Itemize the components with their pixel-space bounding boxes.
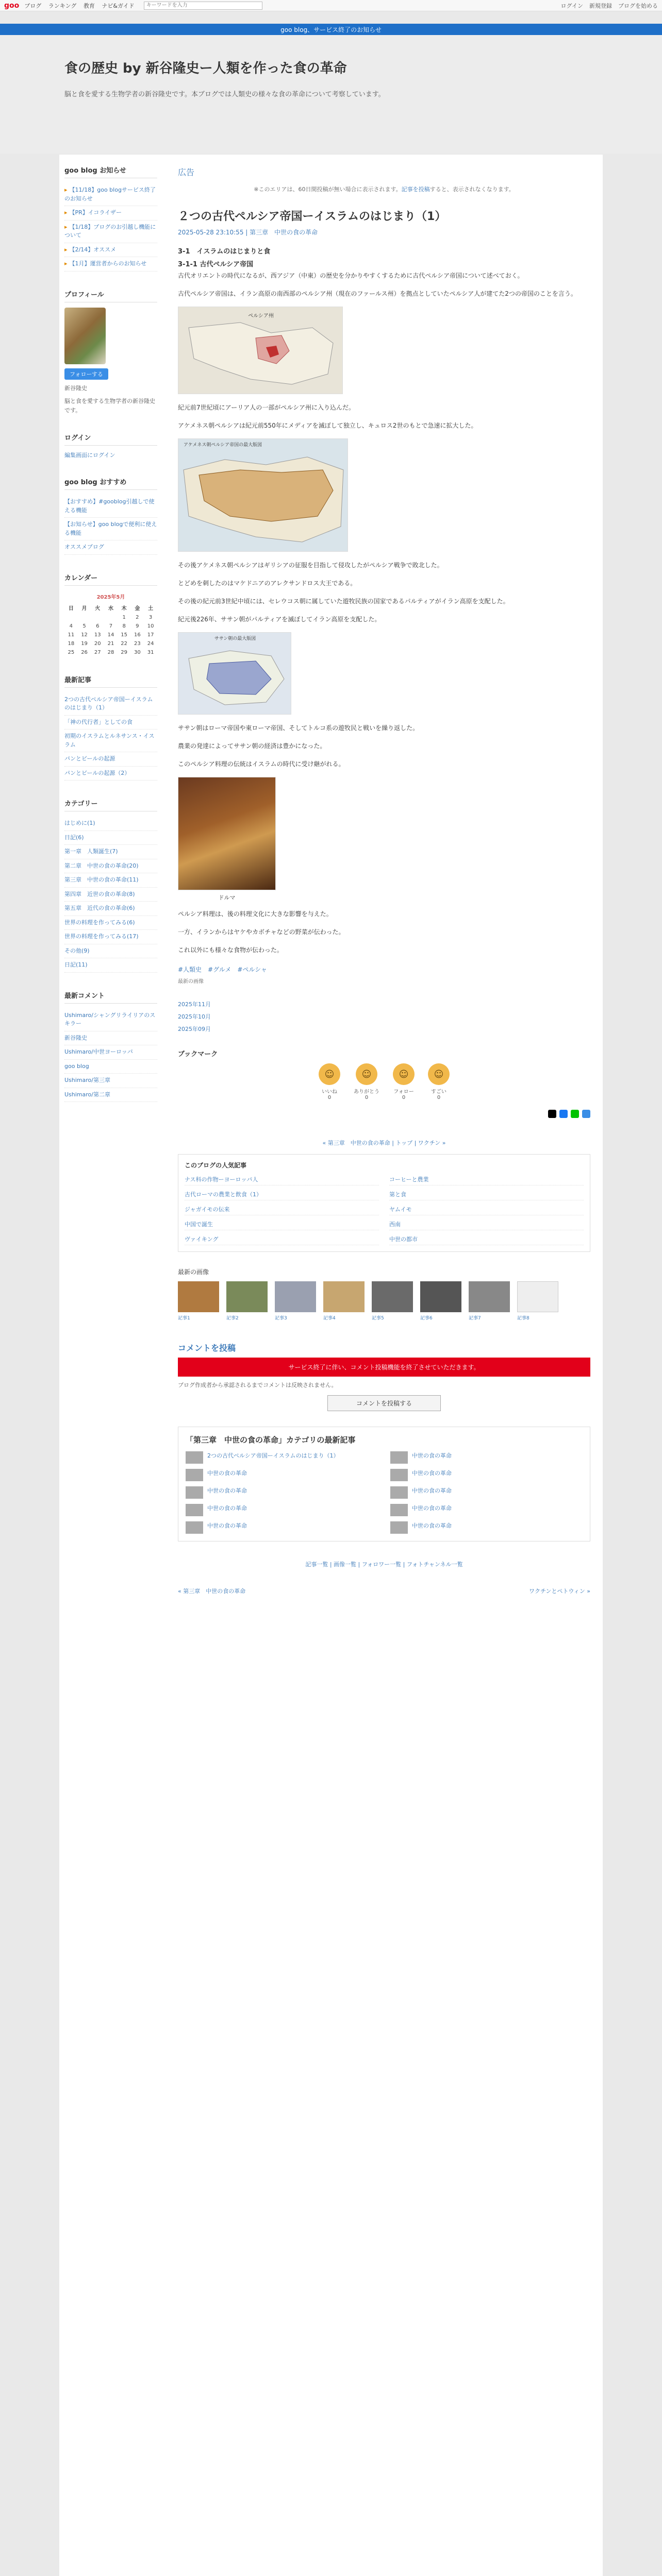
cal-day[interactable]: 31 xyxy=(147,649,154,655)
comment-item[interactable]: 新谷隆史 xyxy=(64,1031,157,1046)
comment-item[interactable]: Ushimaro/中世ヨーロッパ xyxy=(64,1045,157,1060)
category-heading: カテゴリー xyxy=(64,798,157,811)
recent-heading: 最新記事 xyxy=(64,674,157,688)
thumb-image xyxy=(186,1521,203,1534)
cal-day[interactable]: 14 xyxy=(107,632,114,638)
notice-text: すると、表示されなくなります。 xyxy=(429,186,515,193)
thumb-image xyxy=(390,1469,408,1481)
recent-images-heading: 最新の画像 xyxy=(178,1268,209,1276)
recent-item[interactable]: 「神の代行者」としての食 xyxy=(64,716,157,730)
blog-description: 脳と食を愛する生物学者の新谷隆史です。本ブログでは人類史の様々な食の革命について考察しています。 xyxy=(64,91,385,98)
post-title[interactable]: ２つの古代ペルシア帝国ーイスラムのはじまり（1） xyxy=(178,210,446,223)
thumb-label: 記事8 xyxy=(517,1316,529,1321)
bullet-icon: ▸ xyxy=(64,260,68,267)
main-content xyxy=(178,155,590,1595)
thumb-image xyxy=(186,1451,203,1464)
thumb-image xyxy=(390,1504,408,1516)
cal-day[interactable]: 11 xyxy=(68,632,75,638)
thumb-label: 記事5 xyxy=(372,1316,384,1321)
recent-item[interactable]: 2つの古代ペルシア帝国ーイスラムのはじまり（1） xyxy=(64,693,157,716)
reco-item[interactable]: 【お知らせ】goo blogで便利に使える機能 xyxy=(64,518,157,540)
thumb-image xyxy=(390,1521,408,1534)
related-item[interactable]: 中世の都市 xyxy=(389,1233,584,1245)
sasanian-map[interactable] xyxy=(178,632,291,715)
cal-day[interactable]: 29 xyxy=(121,649,128,655)
comment-item[interactable]: Ushimaro/第二章 xyxy=(64,1088,157,1103)
cal-day[interactable]: 20 xyxy=(94,640,101,647)
smile-icon: ☺ xyxy=(393,1063,415,1085)
paragraph: 古代ペルシア帝国は、イラン高原の南西部のペルシア州（現在のファールス州）を拠点としていたペルシア人が建てた2つの帝国のことを言う。 xyxy=(178,290,577,297)
top-nav-item[interactable]: ランキング xyxy=(48,2,77,9)
category-item[interactable]: 第四章 近世の食の革命(8) xyxy=(64,888,157,902)
thumb-image xyxy=(517,1281,558,1312)
cal-day[interactable]: 30 xyxy=(134,649,141,655)
cal-day[interactable]: 19 xyxy=(81,640,88,647)
cal-day[interactable]: 26 xyxy=(81,649,88,655)
recent-image-item[interactable] xyxy=(420,1281,461,1321)
category-latest-item[interactable] xyxy=(186,1486,378,1499)
dolma-photo[interactable] xyxy=(178,777,276,890)
item-label: 中世の食の革命 xyxy=(207,1522,247,1529)
reaction-like[interactable] xyxy=(319,1063,340,1100)
cal-head: 水 xyxy=(108,605,113,612)
comment-heading: 最新コメント xyxy=(64,990,157,1004)
cal-day[interactable]: 18 xyxy=(68,640,75,647)
reaction-thanks[interactable] xyxy=(354,1063,379,1100)
cal-day[interactable] xyxy=(104,613,118,622)
paragraph: 一方、イランからはヤケやカボチャなどの野菜が伝わった。 xyxy=(178,928,345,936)
bullet-icon: ▸ xyxy=(64,246,68,253)
item-label: 2つの古代ペルシア帝国ーイスラムのはじまり（1） xyxy=(207,1452,339,1459)
service-end-link[interactable]: goo blog、サービス終了のお知らせ xyxy=(280,26,382,33)
category-section xyxy=(64,798,157,973)
cal-head: 木 xyxy=(121,605,127,612)
cal-day[interactable]: 24 xyxy=(147,640,154,647)
cal-head: 火 xyxy=(95,605,101,612)
post-article-link[interactable]: 記事を投稿 xyxy=(401,186,430,193)
login-heading: ログイン xyxy=(64,432,157,446)
recent-image-item[interactable] xyxy=(226,1281,268,1321)
ad-label: 広告 xyxy=(178,167,195,177)
inactive-notice xyxy=(178,185,590,193)
category-latest-box xyxy=(178,1427,590,1541)
profile-section xyxy=(64,289,157,415)
top-bar xyxy=(0,0,662,11)
cal-head: 土 xyxy=(148,605,154,612)
related-item[interactable]: ヴァイキング xyxy=(185,1233,379,1245)
cal-day[interactable]: 28 xyxy=(107,649,114,655)
reaction-count: 0 xyxy=(437,1095,441,1100)
cal-day[interactable]: 2 xyxy=(136,614,139,620)
cal-day[interactable]: 8 xyxy=(122,623,126,629)
cal-day[interactable]: 23 xyxy=(134,640,141,647)
blog-title[interactable]: 食の歴史 by 新谷隆史ー人類を作った食の革命 xyxy=(64,61,347,76)
category-latest-item[interactable] xyxy=(390,1451,583,1464)
cal-day[interactable] xyxy=(64,613,78,622)
thumb-label: 記事4 xyxy=(323,1316,336,1321)
paragraph: 紀元前7世紀頃にアーリア人の一部がペルシア州に入り込んだ。 xyxy=(178,404,355,411)
thumb-image xyxy=(390,1486,408,1499)
related-item[interactable]: ヤムイモ xyxy=(389,1204,584,1215)
item-label: 中世の食の革命 xyxy=(207,1470,247,1477)
cal-day[interactable]: 10 xyxy=(147,623,154,629)
category-item[interactable]: 第二章 中世の食の革命(20) xyxy=(64,859,157,874)
post-meta[interactable]: 2025-05-28 23:10:55 | 第三章 中世の食の革命 xyxy=(178,229,318,236)
thumb-image xyxy=(390,1451,408,1464)
item-label: 中世の食の革命 xyxy=(412,1487,452,1494)
thumb-image xyxy=(178,1281,219,1312)
related-item[interactable]: コーヒーと農業 xyxy=(389,1174,584,1185)
cal-day[interactable]: 22 xyxy=(121,640,128,647)
notice-text: ※このエリアは、60日間投稿が無い場合に表示されます。 xyxy=(254,186,402,193)
prev-category-link[interactable]: « 第三章 中世の食の革命 xyxy=(178,1588,246,1595)
follow-button[interactable]: フォローする xyxy=(64,368,108,380)
category-item[interactable]: 第三章 中世の食の革命(11) xyxy=(64,873,157,888)
category-item[interactable]: その他(9) xyxy=(64,944,157,959)
recent-image-item[interactable] xyxy=(323,1281,365,1321)
footer-links[interactable]: 記事一覧 | 画像一覧 | フォロワー一覧 | フォトチャンネル一覧 xyxy=(305,1561,463,1568)
recent-image-item[interactable] xyxy=(178,1281,219,1321)
thumb-label: 記事6 xyxy=(420,1316,433,1321)
next-article-link[interactable]: ワクチンとペトウィン » xyxy=(528,1588,590,1595)
category-latest-item[interactable] xyxy=(186,1521,378,1534)
related-item[interactable]: 西南 xyxy=(389,1218,584,1230)
item-label: 中世の食の革命 xyxy=(412,1522,452,1529)
cal-day[interactable]: 4 xyxy=(69,623,73,629)
month-item[interactable]: 2025年10月 xyxy=(178,1013,211,1020)
news-item[interactable]: ▸ 【1月】運営者からのお知らせ xyxy=(64,257,157,272)
recent-item[interactable]: パンとビールの起源 xyxy=(64,752,157,767)
cal-head: 月 xyxy=(81,605,87,612)
calendar xyxy=(64,591,157,657)
sidebar xyxy=(59,155,162,1120)
news-item[interactable]: ▸ 【2/14】オススメ xyxy=(64,243,157,258)
smile-icon: ☺ xyxy=(319,1063,340,1085)
item-label: 中世の食の革命 xyxy=(412,1452,452,1459)
share-buttons xyxy=(178,1110,590,1118)
search-input[interactable] xyxy=(144,2,262,10)
map-graphic xyxy=(178,307,343,394)
reactions xyxy=(178,1063,590,1100)
cal-day[interactable]: 3 xyxy=(148,614,153,620)
cal-day[interactable]: 16 xyxy=(134,632,141,638)
goo-logo[interactable]: goo xyxy=(4,1,20,10)
map-graphic xyxy=(178,633,291,715)
reco-item[interactable]: オススメブログ xyxy=(64,540,157,555)
reaction-follow[interactable] xyxy=(393,1063,415,1100)
map-caption: ササン朝の最大版図 xyxy=(214,636,256,641)
thumb-image xyxy=(372,1281,413,1312)
paragraph: 農業の発達によってササン朝の経済は豊かになった。 xyxy=(178,742,326,750)
comment-item[interactable]: Ushimaro/第三章 xyxy=(64,1074,157,1088)
article-pager[interactable]: « 第三章 中世の食の革命 | トップ | ワクチン » xyxy=(322,1140,446,1146)
reco-section xyxy=(64,477,157,555)
top-nav xyxy=(24,2,139,10)
top-nav-item[interactable]: ナビ&ガイド xyxy=(102,2,135,9)
thumb-label: 記事7 xyxy=(469,1316,481,1321)
cal-day[interactable]: 21 xyxy=(107,640,114,647)
fine-print: 最新の画像 xyxy=(178,979,204,985)
reaction-count: 0 xyxy=(327,1095,332,1100)
cal-head: 金 xyxy=(135,605,140,612)
content-wrapper xyxy=(59,155,603,2576)
comment-item[interactable]: Ushimaro/シャングリライリアのスキラー xyxy=(64,1009,157,1031)
map-caption: ペルシア州 xyxy=(248,313,274,319)
login-link[interactable]: ログイン xyxy=(560,2,583,9)
category-latest-item[interactable] xyxy=(186,1451,378,1464)
profile-name: 新谷隆史 xyxy=(64,384,87,392)
recent-image-item[interactable] xyxy=(372,1281,413,1321)
category-item[interactable]: 世界の料理を作ってみる(6) xyxy=(64,916,157,930)
comment-section xyxy=(64,990,157,1103)
reaction-count: 0 xyxy=(365,1095,369,1100)
month-item[interactable]: 2025年11月 xyxy=(178,1001,211,1008)
news-section xyxy=(64,165,157,272)
category-latest-item[interactable] xyxy=(390,1521,583,1534)
bullet-icon: ▸ xyxy=(64,187,68,193)
calendar-section xyxy=(64,572,157,657)
archive-months xyxy=(178,998,590,1035)
category-latest-item[interactable] xyxy=(186,1469,378,1481)
line-share-icon[interactable] xyxy=(571,1110,579,1118)
thumb-image xyxy=(186,1469,203,1481)
cal-day[interactable]: 1 xyxy=(122,614,126,620)
category-latest-item[interactable] xyxy=(390,1469,583,1481)
section-heading: 3-1 イスラムのはじまりと食 xyxy=(178,248,271,256)
comment-closed-warning: サービス終了に伴い、コメント投稿機能を終了させていただきます。 xyxy=(178,1358,590,1377)
category-item[interactable]: 第一章 人類誕生(7) xyxy=(64,845,157,859)
reaction-count: 0 xyxy=(402,1095,406,1100)
cal-day[interactable] xyxy=(91,613,104,622)
cal-day[interactable]: 13 xyxy=(94,632,101,638)
thumb-label: 記事2 xyxy=(226,1316,239,1321)
post-body xyxy=(178,246,590,956)
calendar-caption: 2025年5月 xyxy=(96,594,125,600)
paragraph: 古代オリエントの時代になるが、西アジア（中東）の歴史を分かりやすくするために古代ペルシア帝国について述べておく。 xyxy=(178,272,524,279)
category-item[interactable]: はじめに(1) xyxy=(64,817,157,831)
cal-day[interactable]: 9 xyxy=(136,623,139,629)
top-nav-item[interactable]: 教育 xyxy=(83,2,95,9)
related-item[interactable]: ジャガイモの伝来 xyxy=(185,1204,379,1215)
cal-head: 日 xyxy=(68,605,74,612)
category-latest-item[interactable] xyxy=(390,1504,583,1516)
x-share-icon[interactable] xyxy=(548,1110,556,1118)
login-section xyxy=(64,432,157,459)
recent-section xyxy=(64,674,157,781)
recent-image-item[interactable] xyxy=(275,1281,316,1321)
related-item[interactable]: ナス科の作物ーヨーロッパ人 xyxy=(185,1174,379,1185)
start-blog-link[interactable]: ブログを始める xyxy=(618,2,658,9)
paragraph: その後アケメネス朝ペルシアはギリシアの征服を目指して侵攻したがペルシア戦争で敗北した。 xyxy=(178,562,443,569)
map-graphic xyxy=(178,439,348,552)
service-end-banner xyxy=(0,24,662,35)
news-item[interactable]: ▸ 【11/18】goo blogサービス終了のお知らせ xyxy=(64,183,157,206)
comment-form-heading: コメントを投稿 xyxy=(178,1343,236,1353)
paragraph: その後の紀元前3世紀中頃には、セレウコス朝に属していた遊牧民族の国家であるパルティアがイラン高原を支配した。 xyxy=(178,598,509,605)
paragraph: これ以外にも様々な食物が伝わった。 xyxy=(178,946,283,954)
facebook-share-icon[interactable] xyxy=(559,1110,568,1118)
related-box xyxy=(178,1154,590,1252)
comment-item[interactable]: goo blog xyxy=(64,1060,157,1074)
related-item[interactable]: 第と食 xyxy=(389,1189,584,1200)
category-latest-item[interactable] xyxy=(186,1504,378,1516)
paragraph: とどめを刺したのはマケドニアのアレクサンドロス大王である。 xyxy=(178,580,357,587)
category-latest-item[interactable] xyxy=(390,1486,583,1499)
post-tags[interactable]: #人類史 #グルメ #ペルシャ xyxy=(178,966,267,973)
profile-heading: プロフィール xyxy=(64,289,157,302)
reco-heading: goo blog おすすめ xyxy=(64,477,157,490)
thumb-image xyxy=(420,1281,461,1312)
recent-item[interactable]: 初期のイスラムとルネサンス・イスラム xyxy=(64,730,157,752)
subsection-heading: 3-1-1 古代ペルシア帝国 xyxy=(178,261,254,268)
cal-day[interactable]: 7 xyxy=(109,623,113,629)
top-nav-item[interactable]: ブログ xyxy=(24,2,42,9)
admin-login-link[interactable]: 編集画面にログイン xyxy=(64,452,115,459)
bookmark-heading: ブックマーク xyxy=(178,1050,218,1058)
paragraph: このペルシア料理の伝統はイスラムの時代に受け継がれる。 xyxy=(178,760,345,768)
bullet-icon: ▸ xyxy=(64,223,68,230)
calendar-heading: カレンダー xyxy=(64,572,157,586)
register-link[interactable]: 新規登録 xyxy=(589,2,612,9)
thumb-image xyxy=(226,1281,268,1312)
item-label: 中世の食の革命 xyxy=(412,1505,452,1512)
thumb-image xyxy=(186,1504,203,1516)
related-item[interactable]: 中国で誕生 xyxy=(185,1218,379,1230)
achaemenid-map[interactable] xyxy=(178,438,348,552)
item-label: 中世の食の革命 xyxy=(412,1470,452,1477)
cal-day[interactable] xyxy=(78,613,91,622)
smile-icon: ☺ xyxy=(428,1063,450,1085)
profile-image[interactable] xyxy=(64,308,106,364)
comment-note: ブログ作成者から承認されるまでコメントは反映されません。 xyxy=(178,1382,337,1388)
thumb-image xyxy=(323,1281,365,1312)
paragraph: ササン朝はローマ帝国や東ローマ帝国、そしてトルコ系の遊牧民と戦いを繰り返した。 xyxy=(178,724,419,732)
paragraph: アケメネス朝ペルシアは紀元前550年にメディアを滅ぼして独立し、キュロス2世のもとで急速に拡大した。 xyxy=(178,422,477,429)
reaction-label: ありがとう xyxy=(354,1089,379,1095)
cal-day[interactable]: 5 xyxy=(82,623,86,629)
profile-text: 脳と食を愛する生物学者の新谷隆史です。 xyxy=(64,398,155,414)
recent-image-item[interactable] xyxy=(469,1281,510,1321)
cal-day[interactable]: 6 xyxy=(96,623,100,629)
paragraph: ペルシア料理は、後の料理文化に大きな影響を与えた。 xyxy=(178,910,333,918)
map-caption: アケメネス朝ペルシア帝国の最大版図 xyxy=(184,443,262,448)
photo-caption: ドルマ xyxy=(218,894,236,901)
persia-province-map[interactable] xyxy=(178,307,343,394)
recent-image-item[interactable] xyxy=(517,1281,558,1321)
reco-item[interactable]: 【おすすめ】#gooblog引越しで使える機能 xyxy=(64,495,157,518)
thumb-image xyxy=(186,1486,203,1499)
blog-header xyxy=(0,35,662,154)
cal-day[interactable]: 27 xyxy=(94,649,101,655)
cal-day[interactable]: 17 xyxy=(147,632,154,638)
paragraph: 紀元後226年、ササン朝がパルティアを滅ぼしてイラン高原を支配した。 xyxy=(178,616,381,623)
thumb-image xyxy=(469,1281,510,1312)
recent-item[interactable]: パンとビールの起源（2） xyxy=(64,767,157,781)
news-item[interactable]: ▸ 【PR】イコライザー xyxy=(64,206,157,221)
category-item[interactable]: 第五章 近代の食の革命(6) xyxy=(64,902,157,916)
category-item[interactable]: 世界の料理を作ってみる(17) xyxy=(64,930,157,944)
reaction-label: いいね xyxy=(322,1089,337,1095)
cal-day[interactable]: 15 xyxy=(121,632,128,638)
category-item[interactable]: 日記(11) xyxy=(64,958,157,973)
bullet-icon: ▸ xyxy=(64,209,68,216)
news-item[interactable]: ▸ 【1/18】ブログのお引越し機能について xyxy=(64,221,157,243)
reaction-great[interactable] xyxy=(428,1063,450,1100)
category-item[interactable]: 日記(6) xyxy=(64,831,157,845)
cal-day[interactable]: 12 xyxy=(81,632,88,638)
cal-day[interactable]: 25 xyxy=(68,649,75,655)
news-heading: goo blog お知らせ xyxy=(64,165,157,178)
category-latest-heading: 「第三章 中世の食の革命」カテゴリの最新記事 xyxy=(186,1435,356,1445)
hatena-share-icon[interactable] xyxy=(582,1110,590,1118)
related-heading: このブログの人気記事 xyxy=(185,1162,247,1169)
thumb-label: 記事3 xyxy=(275,1316,287,1321)
item-label: 中世の食の革命 xyxy=(207,1487,247,1494)
item-label: 中世の食の革命 xyxy=(207,1505,247,1512)
thumb-image xyxy=(275,1281,316,1312)
post-comment-button[interactable]: コメントを投稿する xyxy=(327,1395,441,1411)
reaction-label: すごい xyxy=(431,1089,446,1095)
top-right xyxy=(561,2,658,10)
recent-images xyxy=(178,1281,590,1321)
thumb-label: 記事1 xyxy=(178,1316,190,1321)
bottom-nav xyxy=(178,1587,590,1595)
smile-icon: ☺ xyxy=(356,1063,377,1085)
month-item[interactable]: 2025年09月 xyxy=(178,1026,211,1032)
related-item[interactable]: 古代ローマの農業と飲食（1） xyxy=(185,1189,379,1200)
reaction-label: フォロー xyxy=(393,1089,414,1095)
